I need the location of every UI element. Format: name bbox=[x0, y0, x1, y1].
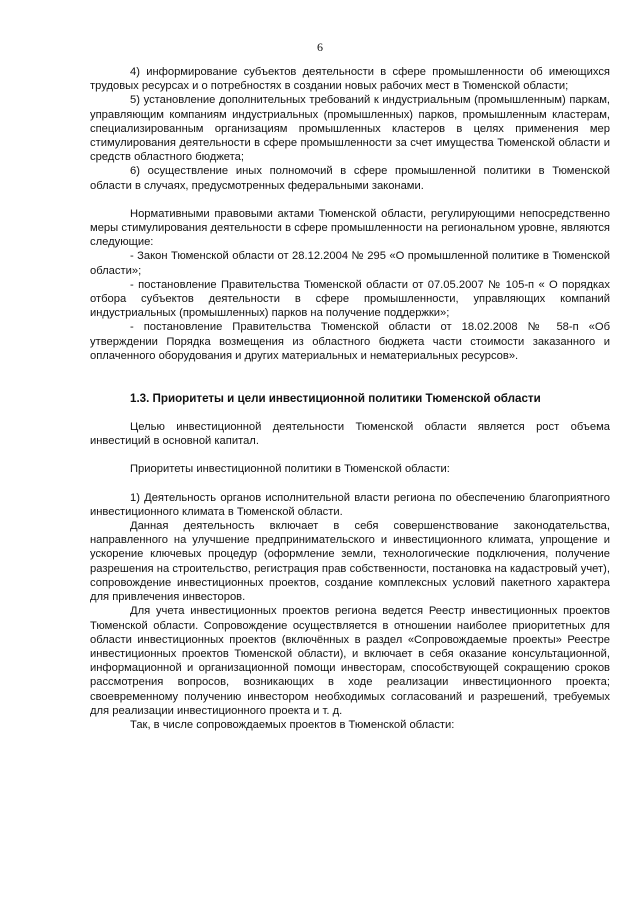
spacer bbox=[90, 448, 610, 462]
act-item-1: - Закон Тюменской области от 28.12.2004 № 295 «О промышленной политике в Тюменской области»; bbox=[90, 250, 610, 277]
paragraph-item-6: 6) осуществление иных полномочий в сфере промышленной политики в Тюменской области в случаях, предусмотренных федеральными законами. bbox=[90, 165, 610, 192]
spacer bbox=[90, 477, 610, 491]
paragraph-item-5: 5) установление дополнительных требований к индустриальным (промышленным) паркам, управляющим компаниям индустриальных (промышленных) парков, промышленным кластерам, специализированным организациям промышленных кластеров в целях применения мер стимулирования деятельности в сфере промышленности за счет имущества Тюменской области и средств областного бюджета; bbox=[90, 94, 610, 164]
spacer bbox=[90, 193, 610, 207]
spacer bbox=[90, 363, 610, 391]
section-heading: 1.3. Приоритеты и цели инвестиционной политики Тюменской области bbox=[130, 392, 541, 406]
priority-description: Данная деятельность включает в себя совершенствование законодательства, направленного на улучшение предпринимательского и инвестиционного климата, упрощение и ускорение ключевых процедур (оформление земли, технологические подключения, получение разрешения на строительство, регистрация прав собственности, постановка на кадастровый учет), сопровождение инвестиционных проектов, создание комплексных условий пакетного характера для привлечения инвесторов. bbox=[90, 520, 610, 604]
acts-intro: Нормативными правовыми актами Тюменской области, регулирующими непосредственно меры стимулирования деятельности в сфере промышленности на региональном уровне, являются следующие: bbox=[90, 207, 610, 249]
act-item-3: - постановление Правительства Тюменской области от 18.02.2008 № 58-п «Об утверждении Порядка возмещения из областного бюджета части стоимости заказанного и оплаченного оборудования и других материальных и нематериальных ресурсов». bbox=[90, 321, 610, 362]
spacer bbox=[90, 406, 610, 420]
paragraph-item-4: 4) информирование субъектов деятельности в сфере промышленности об имеющихся трудовых ресурсах и о потребностях в создании новых рабочих мест в Тюменской области; bbox=[90, 66, 610, 93]
goal-paragraph: Целью инвестиционной деятельности Тюменской области является рост объема инвестиций в основной капитал. bbox=[90, 421, 610, 448]
page-number: 6 bbox=[317, 40, 323, 54]
priority-item-1: 1) Деятельность органов исполнительной власти региона по обеспечению благоприятного инвестиционного климата в Тюменской области. bbox=[90, 491, 610, 518]
supported-projects-intro: Так, в числе сопровождаемых проектов в Тюменской области: bbox=[130, 718, 455, 731]
priorities-intro: Приоритеты инвестиционной политики в Тюменской области: bbox=[130, 463, 450, 476]
act-item-2: - постановление Правительства Тюменской области от 07.05.2007 № 105-п « О порядках отбора субъектов деятельности в сфере промышленности, управляющих компаний индустриальных (промышленных) парков на получение поддержки»; bbox=[90, 278, 610, 320]
registry-paragraph: Для учета инвестиционных проектов региона ведется Реестр инвестиционных проектов Тюменской области. Сопровождение осуществляется в отношении наиболее приоритетных для области инвестиционных проектов (включённых в раздел «Сопровождаемые проекты» Реестре инвестиционных проектов Тюменской области), и включает в себя оказание консультационной, информационной и организационной помощи инвесторам, способствующей сокращению сроков рассмотрения вопросов, возникающих в ходе реализации инвестиционного проекта; своевременному получению инвестором необходимых согласований и разрешений, требуемых для реализации инвестиционного проекта и т. д. bbox=[90, 605, 610, 717]
